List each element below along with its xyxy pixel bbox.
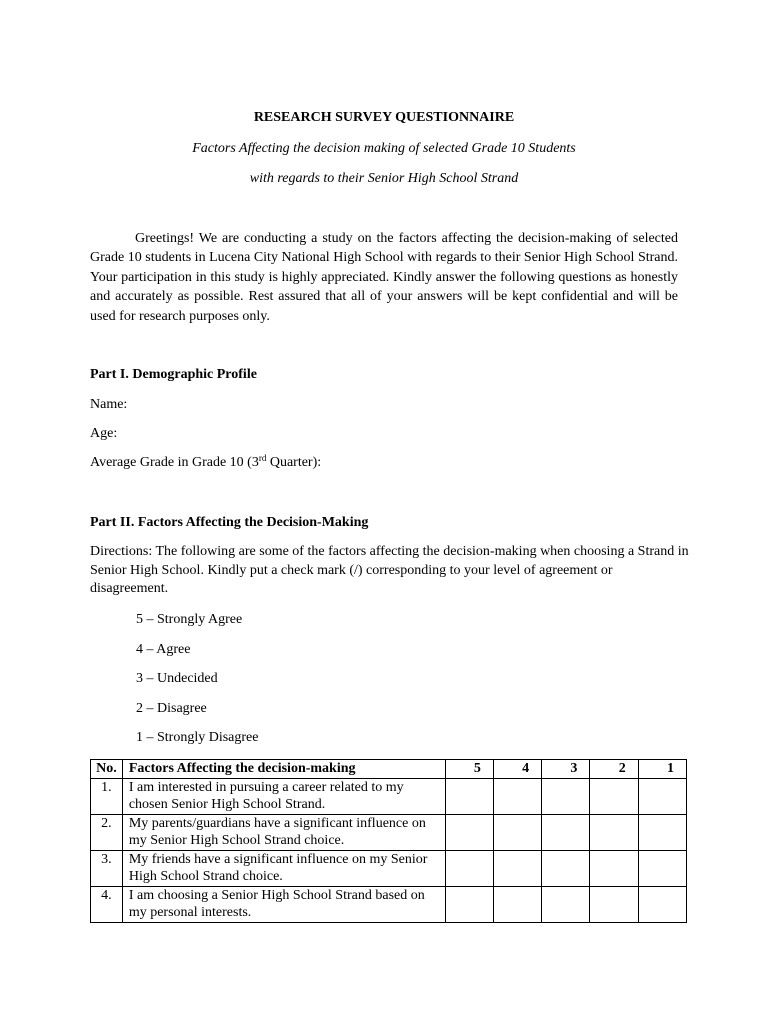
row-factor-text: My parents/guardians have a significant influence on my Senior High School Strand choice. [122,815,445,851]
table-row [91,851,687,887]
rating-cell-4[interactable] [493,851,541,887]
average-grade-label-text: Average Grade in Grade 10 (3 [90,455,259,470]
rating-cell-3[interactable] [542,887,590,923]
part2-heading: Part II. Factors Affecting the Decision-Making [90,515,369,530]
rating-cell-2[interactable] [590,887,638,923]
row-number: 2. [91,815,123,851]
row-factor-text: My friends have a significant influence on my Senior High School Strand choice. [122,851,445,887]
row-number: 1. [91,779,123,815]
directions-text: Directions: The following are some of the factors affecting the decision-making when choosing a Strand in Senior High School. Kindly put a check mark (/) corresponding to your level of agreement or disagreement. [90,544,689,596]
rating-cell-4[interactable] [493,887,541,923]
header-factor: Factors Affecting the decision-making [122,760,445,779]
intro-paragraph: Greetings! We are conducting a study on the factors affecting the decision-making of selected Grade 10 students in Lucena City National High School with regards to their Senior High School Strand. Your participation in this study is highly appreciated. Kindly answer the following questions as honestly and accurately as possible. Rest assured that all of your answers will be kept confidential and will be used for research purposes only. [90,231,678,324]
header-rate-3: 3 [542,760,590,779]
scale-item-5: 5 – Strongly Agree [136,612,243,627]
rating-cell-2[interactable] [590,779,638,815]
document-subtitle-line2: with regards to their Senior High School Strand [249,171,519,186]
row-factor-text: I am choosing a Senior High School Strand based on my personal interests. [122,887,445,923]
rating-cell-1[interactable] [638,851,686,887]
document-subtitle-line1: Factors Affecting the decision making of selected Grade 10 Students [192,141,576,156]
rating-cell-3[interactable] [542,851,590,887]
rating-cell-5[interactable] [445,887,493,923]
scale-item-3: 3 – Undecided [136,671,218,686]
scale-item-4: 4 – Agree [136,642,191,657]
rating-cell-2[interactable] [590,815,638,851]
rating-cell-4[interactable] [493,779,541,815]
rating-cell-1[interactable] [638,887,686,923]
header-rate-4: 4 [493,760,541,779]
header-no: No. [91,760,123,779]
average-grade-label-superscript: rd [258,453,267,463]
header-rate-1: 1 [638,760,686,779]
document-title: RESEARCH SURVEY QUESTIONNAIRE [253,110,515,125]
name-field-label: Name: [90,397,128,412]
header-rate-2: 2 [590,760,638,779]
average-grade-field-label [90,454,321,472]
rating-cell-3[interactable] [542,779,590,815]
rating-cell-1[interactable] [638,815,686,851]
scale-item-2: 2 – Disagree [136,701,207,716]
survey-table [90,759,687,923]
rating-cell-1[interactable] [638,779,686,815]
rating-cell-5[interactable] [445,779,493,815]
row-number: 3. [91,851,123,887]
rating-cell-5[interactable] [445,815,493,851]
scale-item-1: 1 – Strongly Disagree [136,730,259,745]
table-row [91,887,687,923]
part1-heading: Part I. Demographic Profile [90,367,257,382]
row-number: 4. [91,887,123,923]
table-row [91,779,687,815]
rating-cell-4[interactable] [493,815,541,851]
rating-cell-3[interactable] [542,815,590,851]
table-row [91,815,687,851]
age-field-label: Age: [90,426,118,441]
header-rate-5: 5 [445,760,493,779]
row-factor-text: I am interested in pursuing a career related to my chosen Senior High School Strand. [122,779,445,815]
average-grade-label-suffix: Quarter): [266,455,322,470]
table-header-row [91,760,687,779]
rating-cell-5[interactable] [445,851,493,887]
rating-cell-2[interactable] [590,851,638,887]
